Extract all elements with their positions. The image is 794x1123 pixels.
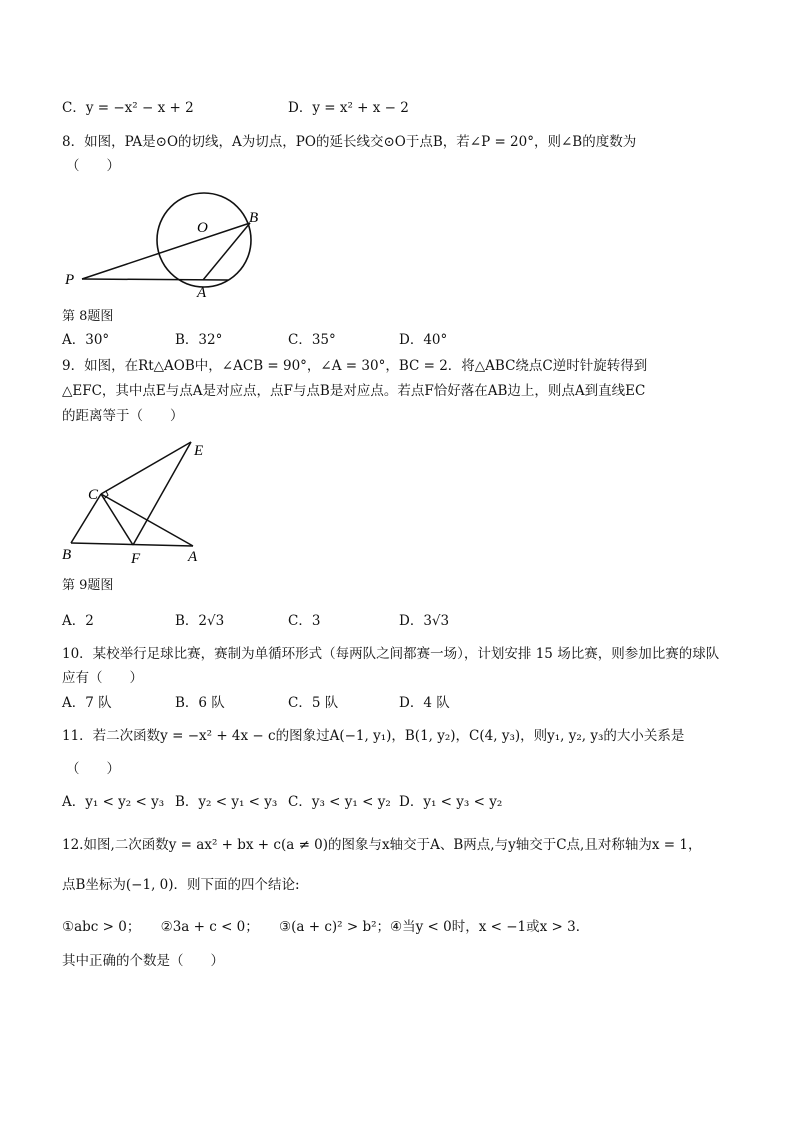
q9-line-ef xyxy=(133,442,191,545)
q8-option-b: B．32° xyxy=(175,332,223,348)
q7-option-d: D．y = x² + x − 2 xyxy=(288,100,409,116)
q9-stem-line2: △EFC，其中点E与点A是对应点，点F与点B是对应点。若点F恰好落在AB边上，则点A到直线EC xyxy=(62,383,646,399)
q8-tangent-line xyxy=(82,279,228,280)
q9-option-d: D．3√3 xyxy=(399,613,450,629)
q9-option-b: B．2√3 xyxy=(175,613,225,629)
q9-label-f: F xyxy=(131,551,141,567)
q10-option-b: B．6 队 xyxy=(175,695,225,711)
q9-figure xyxy=(60,435,220,570)
q7-option-c: C．y = −x² − x + 2 xyxy=(62,100,194,116)
q11-option-b: B．y₂ < y₁ < y₃ xyxy=(175,794,278,810)
q8-stem-line2: （ ） xyxy=(66,158,120,174)
q10-option-a: A．7 队 xyxy=(62,695,112,711)
q11-option-d: D．y₁ < y₃ < y₂ xyxy=(399,794,503,810)
q8-stem-line1: 8．如图，PA是⊙O的切线，A为切点，PO的延长线交⊙O于点B，若∠P = 20°，则∠B的度数为 xyxy=(62,134,637,150)
q11-stem-line1: 11．若二次函数y = −x² + 4x − c的图象过A(−1, y₁)，B(1, y₂)，C(4, y₃)，则y₁, y₂, y₃的大小关系是 xyxy=(62,728,685,744)
q8-figure xyxy=(60,180,280,300)
q8-caption: 第 8题图 xyxy=(62,309,114,324)
q12-stem-line2: 点B坐标为(−1, 0)．则下面的四个结论: xyxy=(62,877,300,893)
q9-line-cf xyxy=(101,494,133,545)
q9-caption: 第 9题图 xyxy=(62,578,114,593)
q8-option-a: A．30° xyxy=(62,332,110,348)
q9-label-e: E xyxy=(194,443,204,459)
q10-stem-line1: 10．某校举行足球比赛，赛制为单循环形式（每两队之间都赛一场），计划安排 15 场比赛，则参加比赛的球队 xyxy=(62,646,720,662)
q8-label-b: B xyxy=(249,210,259,226)
q9-stem-line1: 9．如图，在Rt△AOB中，∠ACB = 90°，∠A = 30°，BC = 2．将△ABC绕点C逆时针旋转得到 xyxy=(62,358,648,374)
q10-stem-line2: 应有（ ） xyxy=(62,670,143,686)
q9-option-a: A．2 xyxy=(62,613,94,629)
q8-option-c: C．35° xyxy=(288,332,336,348)
q9-option-c: C．3 xyxy=(288,613,321,629)
q8-label-o: O xyxy=(197,220,208,236)
q9-label-b: B xyxy=(62,547,72,563)
q12-stem-line1: 12.如图,二次函数y = ax² + bx + c(a ≠ 0)的图象与x轴交于A、B两点,与y轴交于C点,且对称轴为x = 1， xyxy=(62,837,702,853)
q9-label-c: C xyxy=(88,487,99,503)
q9-stem-line3: 的距离等于（ ） xyxy=(62,408,184,424)
q12-stem-line4: 其中正确的个数是（ ） xyxy=(62,953,224,969)
q9-line-ca xyxy=(101,494,193,546)
q9-line-ce xyxy=(101,442,191,494)
q10-option-c: C．5 队 xyxy=(288,695,339,711)
q9-label-a: A xyxy=(188,549,198,565)
q10-option-d: D．4 队 xyxy=(399,695,450,711)
q12-conclusions: ①abc > 0； ②3a + c < 0； ③(a + c)² > b²；④当y < 0时，x < −1或x > 3． xyxy=(62,919,590,935)
q8-label-a: A xyxy=(197,285,207,300)
q8-line-pb xyxy=(82,223,250,279)
q8-option-d: D．40° xyxy=(399,332,448,348)
q11-option-a: A．y₁ < y₂ < y₃ xyxy=(62,794,165,810)
q8-label-p: P xyxy=(65,272,75,288)
q11-option-c: C．y₃ < y₁ < y₂ xyxy=(288,794,391,810)
q11-stem-line2: （ ） xyxy=(66,761,120,777)
